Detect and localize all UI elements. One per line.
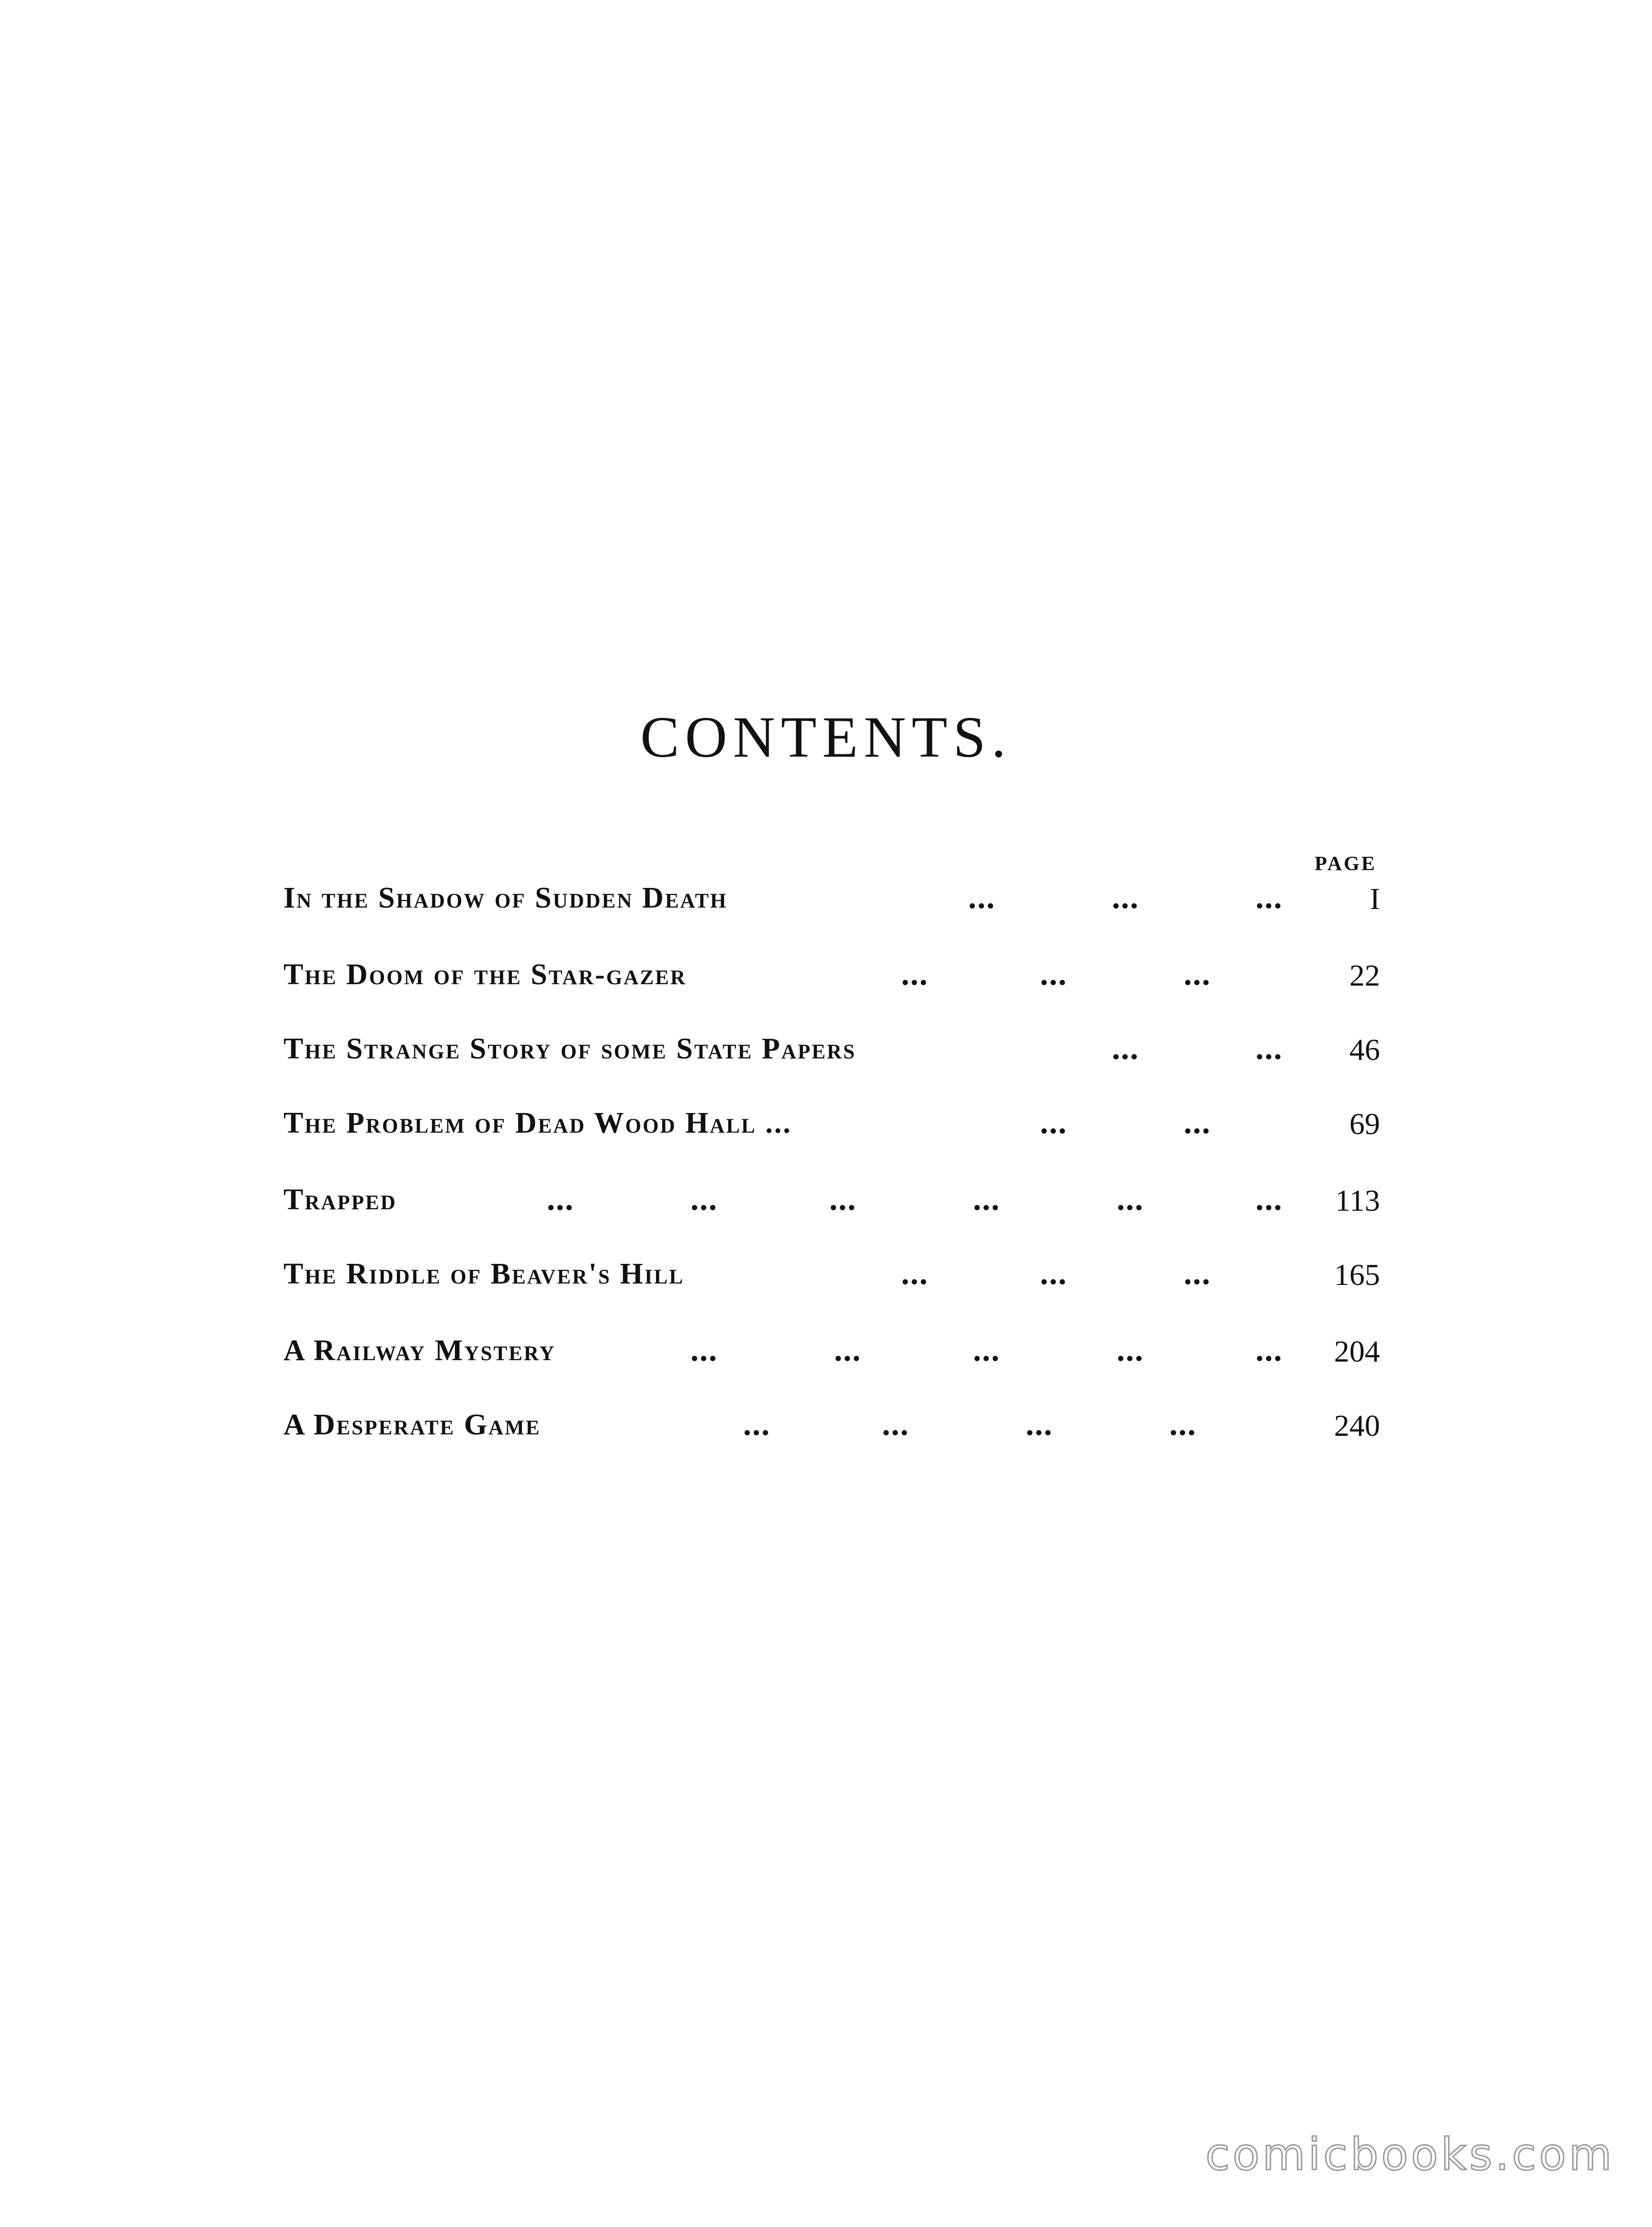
toc-entry-title: Trapped — [283, 1183, 397, 1216]
toc-entry-title: A Railway Mystery — [283, 1334, 556, 1367]
leader-dots: ... — [1184, 1104, 1211, 1140]
toc-entry-page: 204 — [1334, 1334, 1380, 1368]
toc-entry-page: 165 — [1334, 1258, 1380, 1292]
toc-entry-page: 113 — [1335, 1183, 1380, 1217]
toc-entry-page: I — [1369, 882, 1380, 916]
leader-dots: ... — [690, 1331, 718, 1368]
leader-dots: ... — [1117, 1331, 1144, 1368]
leader-dots: ... — [1040, 1255, 1067, 1291]
leader-dots: ... — [834, 1331, 861, 1368]
toc-entry-page: 46 — [1349, 1033, 1380, 1067]
leader-dots: ... — [1256, 879, 1283, 915]
toc-entry-riddle-of-beavers-hill — [283, 1257, 1380, 1305]
toc-entry-dead-wood-hall — [283, 1106, 1380, 1154]
leader-dots: ... — [1040, 1104, 1067, 1140]
toc-entry-title: The Problem of Dead Wood Hall ... — [283, 1107, 792, 1139]
leader-dots: ... — [973, 1331, 1000, 1368]
toc-entry-strange-story — [283, 1032, 1380, 1080]
leader-dots: ... — [1117, 1181, 1144, 1217]
leader-dots: ... — [829, 1181, 857, 1217]
leader-dots: ... — [1256, 1331, 1283, 1368]
leader-dots: ... — [1184, 955, 1211, 992]
leader-dots: ... — [1112, 1030, 1139, 1066]
leader-dots: ... — [1256, 1030, 1283, 1066]
leader-dots: ... — [1026, 1406, 1053, 1442]
leader-dots: ... — [1040, 955, 1067, 992]
toc-entry-page: 240 — [1334, 1409, 1380, 1443]
toc-entry-title: The Doom of the Star-gazer — [283, 958, 687, 991]
leader-dots: ... — [968, 879, 996, 915]
toc-entry-page: 69 — [1349, 1107, 1380, 1141]
toc-entry-page: 22 — [1349, 958, 1380, 992]
toc-entry-desperate-game — [283, 1408, 1380, 1456]
leader-dots: ... — [743, 1406, 770, 1442]
contents-title: CONTENTS. — [640, 705, 1012, 770]
leader-dots: ... — [1256, 1181, 1283, 1217]
leader-dots: ... — [690, 1181, 718, 1217]
toc-entry-trapped — [283, 1183, 1380, 1231]
leader-dots: ... — [901, 1255, 928, 1291]
page-column-heading: PAGE — [1314, 853, 1377, 875]
leader-dots: ... — [1112, 879, 1139, 915]
leader-dots: ... — [901, 955, 928, 992]
site-watermark: comicbooks.com — [1205, 2129, 1615, 2180]
leader-dots: ... — [882, 1406, 909, 1442]
toc-entry-title: The Riddle of Beaver's Hill — [283, 1258, 684, 1290]
toc-entry-in-the-shadow — [283, 881, 1380, 929]
toc-entry-title: A Desperate Game — [283, 1409, 541, 1441]
leader-dots: ... — [547, 1181, 574, 1217]
leader-dots: ... — [1169, 1406, 1197, 1442]
toc-entry-doom-of-the-star-gazer — [283, 955, 1380, 1006]
toc-entry-railway-mystery — [283, 1331, 1380, 1382]
leader-dots: ... — [973, 1181, 1000, 1217]
toc-entry-title: The Strange Story of some State Papers — [283, 1033, 856, 1065]
leader-dots: ... — [1184, 1255, 1211, 1291]
toc-entry-title: In the Shadow of Sudden Death — [283, 882, 728, 914]
